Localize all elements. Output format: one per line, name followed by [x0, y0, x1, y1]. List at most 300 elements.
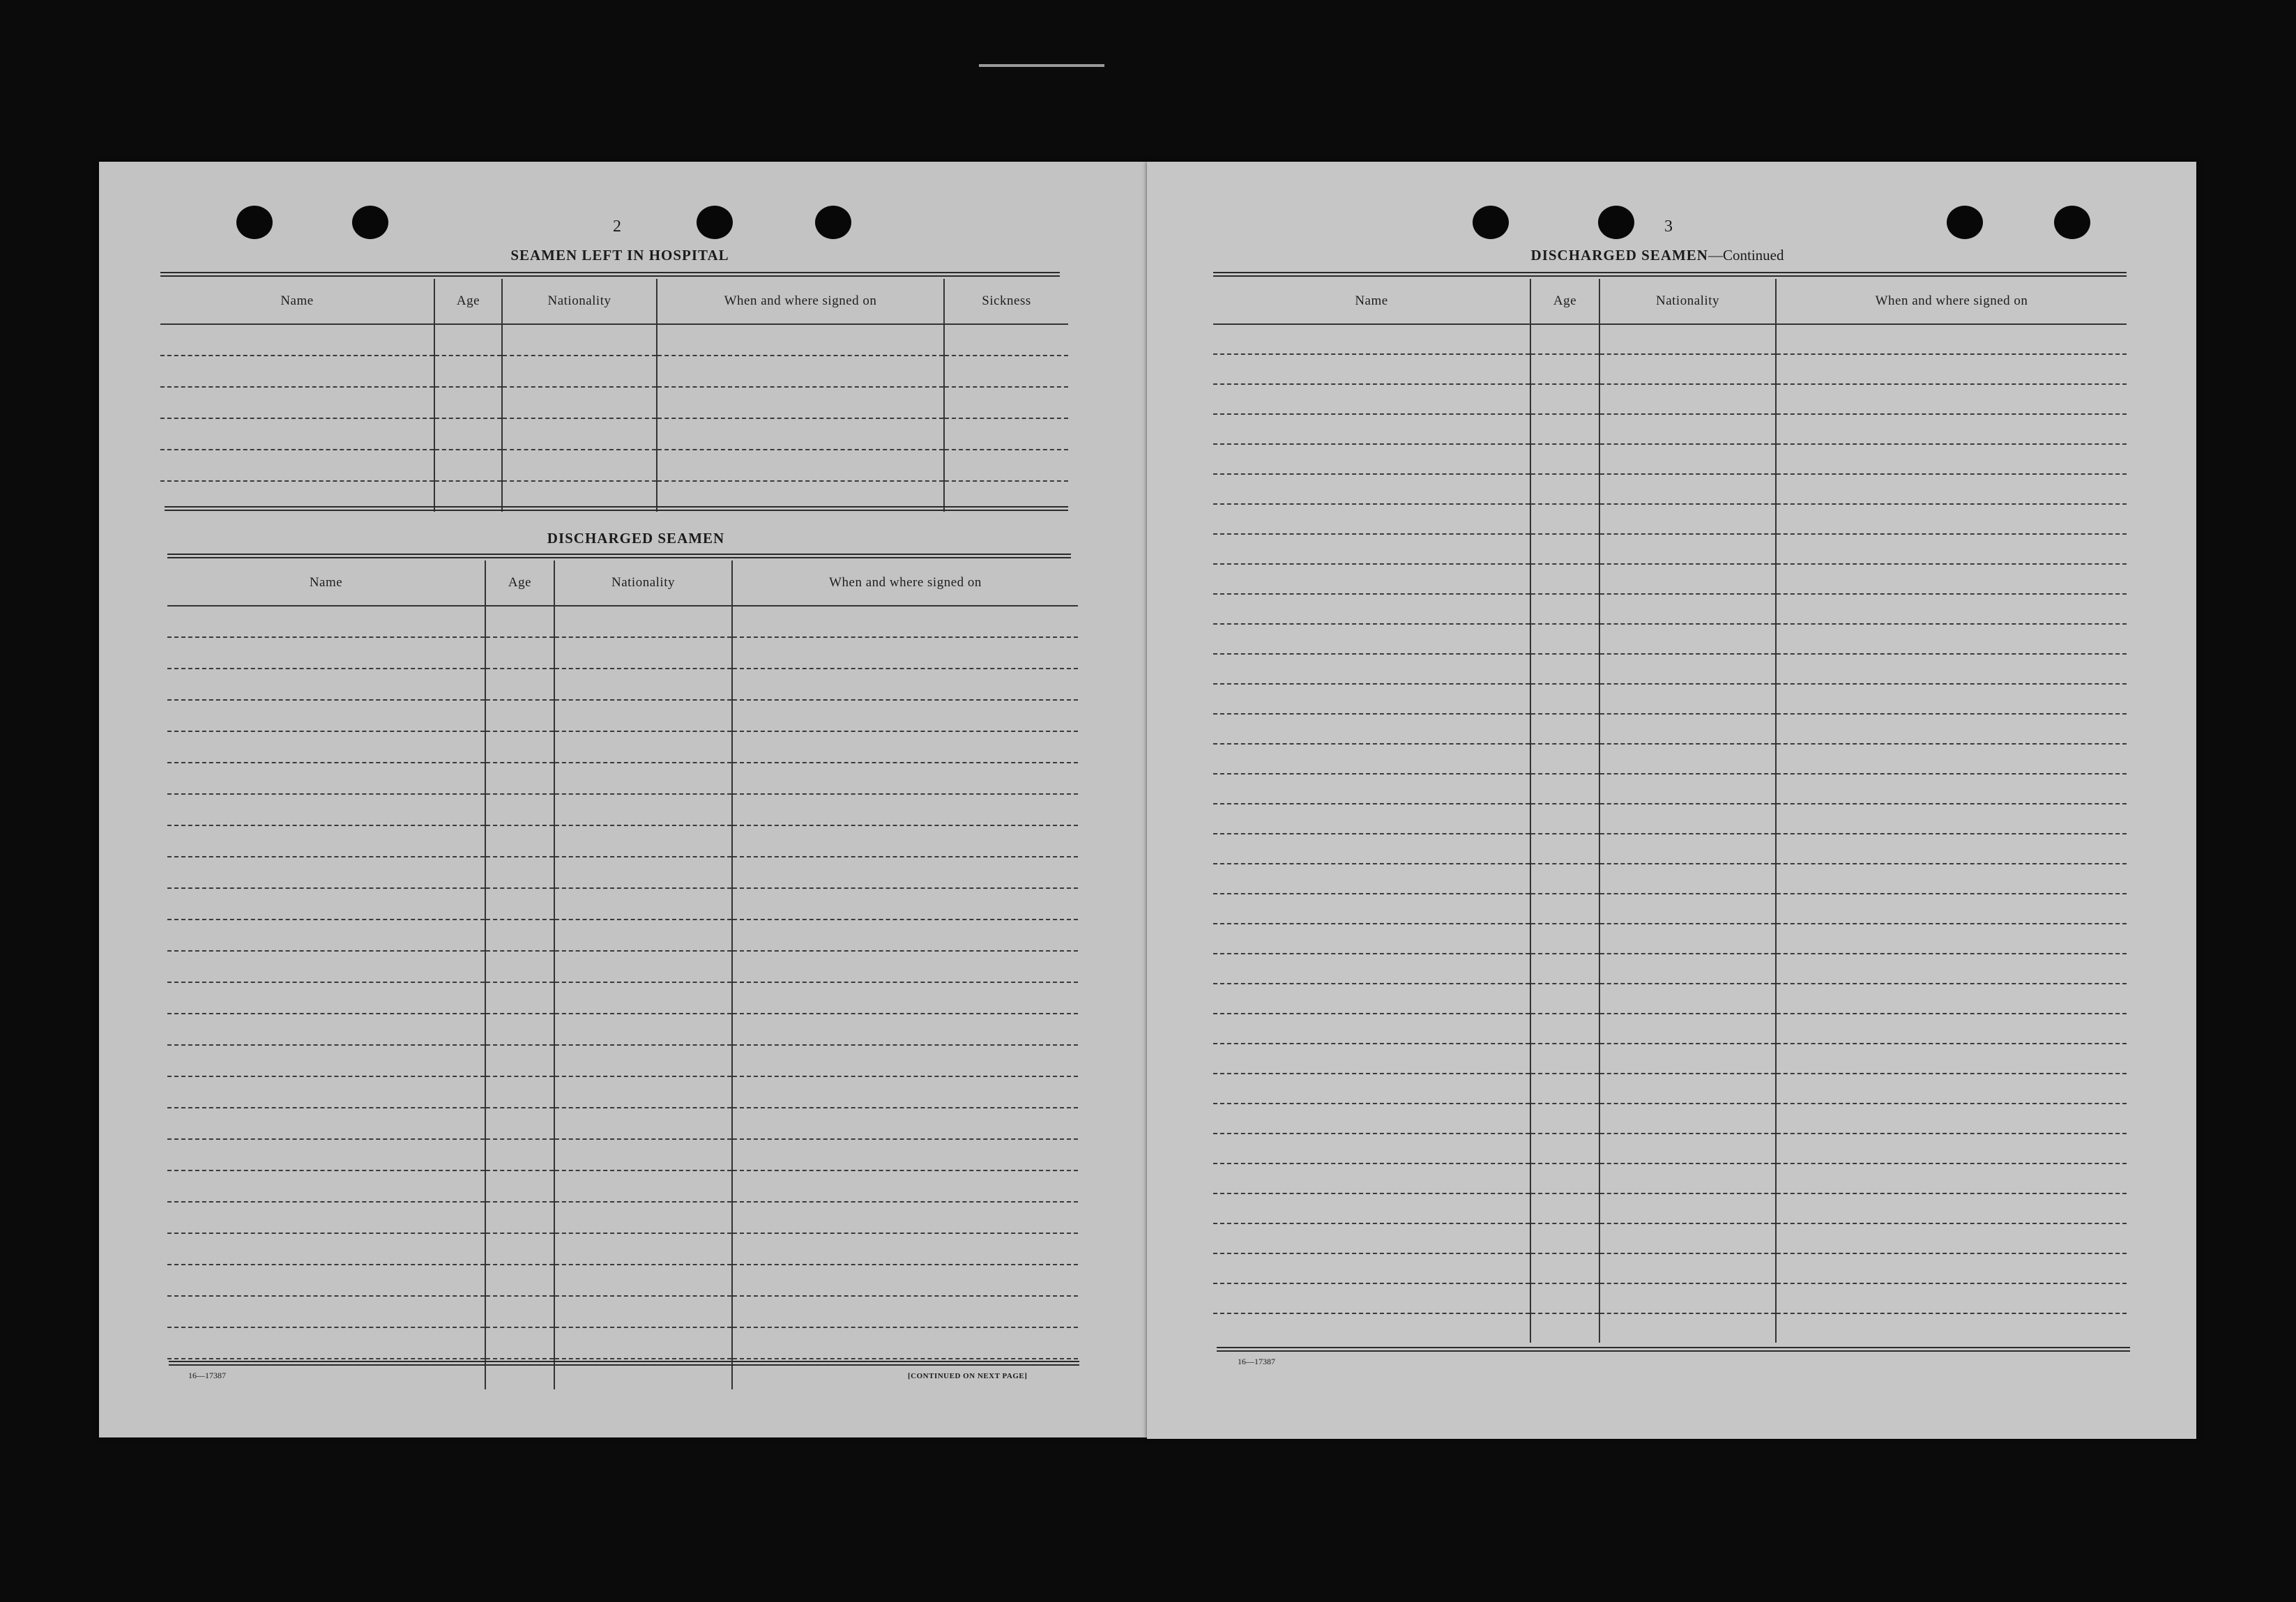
blank-cell	[1213, 774, 1530, 804]
blank-cell	[167, 1076, 485, 1108]
discharged-table	[167, 560, 1078, 1389]
blank-cell	[1530, 1223, 1599, 1253]
blank-cell	[485, 731, 554, 763]
blank-cell	[1213, 1014, 1530, 1044]
blank-cell	[1599, 1104, 1776, 1134]
blank-cell	[434, 324, 502, 356]
blank-cell	[1213, 384, 1530, 414]
blank-cell	[485, 669, 554, 700]
blank-cell	[554, 982, 732, 1014]
blank-cell	[554, 951, 732, 982]
table-row	[167, 1265, 1078, 1296]
blank-cell	[554, 1202, 732, 1233]
table-row	[1213, 1283, 2127, 1313]
punch-hole	[1598, 206, 1634, 239]
blank-cell	[1776, 774, 2127, 804]
blank-cell	[1599, 534, 1776, 564]
blank-cell	[1530, 714, 1599, 744]
blank-cell	[554, 794, 732, 825]
blank-cell	[554, 606, 732, 637]
blank-cell	[1530, 744, 1599, 774]
blank-cell	[1530, 894, 1599, 924]
blank-cell	[1599, 444, 1776, 474]
blank-cell	[1599, 624, 1776, 654]
blank-cell	[1213, 924, 1530, 954]
blank-cell	[1776, 654, 2127, 684]
blank-cell	[554, 1170, 732, 1202]
blank-cell	[502, 418, 657, 450]
blank-cell	[1530, 1193, 1599, 1223]
blank-cell	[944, 450, 1068, 481]
table-row	[1213, 744, 2127, 774]
blank-cell	[1776, 564, 2127, 594]
table-row	[1213, 474, 2127, 504]
table-row	[167, 700, 1078, 731]
table-row	[167, 1327, 1078, 1359]
blank-cell	[732, 731, 1078, 763]
blank-cell	[1530, 774, 1599, 804]
blank-cell	[554, 669, 732, 700]
blank-cell	[554, 1139, 732, 1170]
blank-cell	[485, 1202, 554, 1233]
blank-cell	[1530, 1044, 1599, 1074]
table-row	[1213, 1313, 2127, 1343]
column-header-age: Age	[434, 279, 502, 324]
blank-cell	[167, 920, 485, 951]
blank-cell	[1599, 474, 1776, 504]
column-header-nationality: Nationality	[1599, 279, 1776, 324]
blank-cell	[1213, 954, 1530, 984]
table-row	[167, 857, 1078, 888]
blank-cell	[732, 794, 1078, 825]
blank-cell	[167, 1045, 485, 1076]
column-header-age: Age	[485, 560, 554, 606]
blank-cell	[1530, 474, 1599, 504]
blank-cell	[732, 1076, 1078, 1108]
discharged-continued-title	[1531, 247, 1784, 264]
blank-cell	[1776, 894, 2127, 924]
blank-cell	[944, 356, 1068, 387]
blank-cell	[1599, 1313, 1776, 1343]
blank-cell	[1599, 654, 1776, 684]
blank-cell	[1213, 984, 1530, 1014]
header-rule	[1213, 272, 2127, 277]
blank-cell	[167, 1139, 485, 1170]
blank-cell	[944, 387, 1068, 418]
blank-cell	[1599, 864, 1776, 894]
blank-cell	[657, 418, 944, 450]
blank-cell	[732, 951, 1078, 982]
blank-cell	[554, 700, 732, 731]
table-row	[160, 450, 1068, 481]
blank-cell	[1599, 1193, 1776, 1223]
blank-cell	[1776, 384, 2127, 414]
blank-cell	[1213, 1313, 1530, 1343]
blank-cell	[732, 763, 1078, 794]
page-number: 3	[1664, 218, 1673, 236]
left-page	[99, 162, 1148, 1437]
blank-cell	[1599, 594, 1776, 624]
blank-cell	[554, 888, 732, 920]
blank-cell	[554, 1076, 732, 1108]
blank-cell	[1213, 354, 1530, 384]
column-header-when-and-where-signed-on: When and where signed on	[657, 279, 944, 324]
discharged-continued-table	[1213, 279, 2127, 1343]
blank-cell	[1776, 1134, 2127, 1164]
blank-cell	[1530, 504, 1599, 534]
blank-cell	[485, 1014, 554, 1045]
table-row	[1213, 924, 2127, 954]
table-row	[1213, 804, 2127, 834]
table-row	[1213, 564, 2127, 594]
blank-cell	[1213, 834, 1530, 864]
blank-cell	[1599, 1134, 1776, 1164]
blank-cell	[485, 1296, 554, 1327]
blank-cell	[554, 1014, 732, 1045]
table-row	[1213, 504, 2127, 534]
blank-cell	[944, 418, 1068, 450]
hospital-bottom-rule	[165, 506, 1068, 511]
blank-cell	[1776, 714, 2127, 744]
blank-cell	[160, 324, 434, 356]
discharged-continued-bottom-rule	[1217, 1347, 2130, 1352]
blank-cell	[657, 356, 944, 387]
blank-cell	[434, 356, 502, 387]
punch-hole	[1473, 206, 1509, 239]
blank-cell	[1776, 1074, 2127, 1104]
table-row	[1213, 594, 2127, 624]
column-header-name: Name	[1213, 279, 1530, 324]
blank-cell	[1213, 624, 1530, 654]
blank-cell	[1599, 804, 1776, 834]
blank-cell	[434, 418, 502, 450]
blank-cell	[554, 1108, 732, 1139]
punch-hole	[2054, 206, 2090, 239]
blank-cell	[1776, 1283, 2127, 1313]
blank-cell	[485, 920, 554, 951]
blank-cell	[167, 669, 485, 700]
blank-cell	[485, 1265, 554, 1296]
table-row	[1213, 684, 2127, 714]
blank-cell	[167, 731, 485, 763]
continued-suffix: —Continued	[1708, 247, 1784, 264]
blank-cell	[167, 637, 485, 669]
table-row	[1213, 1014, 2127, 1044]
table-row	[167, 794, 1078, 825]
blank-cell	[1530, 1313, 1599, 1343]
blank-cell	[1776, 864, 2127, 894]
blank-cell	[1776, 1193, 2127, 1223]
blank-cell	[1776, 1313, 2127, 1343]
blank-cell	[1530, 984, 1599, 1014]
blank-cell	[1530, 414, 1599, 444]
blank-cell	[485, 1233, 554, 1265]
table-row	[160, 418, 1068, 450]
blank-cell	[485, 1076, 554, 1108]
discharged-header-rule	[167, 554, 1071, 558]
blank-cell	[657, 450, 944, 481]
blank-cell	[554, 763, 732, 794]
table-row	[167, 825, 1078, 857]
blank-cell	[485, 951, 554, 982]
blank-cell	[1776, 444, 2127, 474]
table-row	[1213, 624, 2127, 654]
blank-cell	[485, 1045, 554, 1076]
table-row	[167, 606, 1078, 637]
table-row	[167, 1296, 1078, 1327]
table-row	[167, 1170, 1078, 1202]
blank-cell	[554, 1045, 732, 1076]
blank-cell	[1530, 1014, 1599, 1044]
blank-cell	[485, 857, 554, 888]
blank-cell	[1530, 534, 1599, 564]
table-row	[1213, 1164, 2127, 1193]
blank-cell	[167, 1327, 485, 1359]
blank-cell	[732, 920, 1078, 951]
blank-cell	[1776, 1223, 2127, 1253]
blank-cell	[732, 825, 1078, 857]
punch-hole	[236, 206, 273, 239]
blank-cell	[167, 888, 485, 920]
blank-cell	[1213, 684, 1530, 714]
blank-cell	[434, 387, 502, 418]
blank-cell	[1213, 444, 1530, 474]
blank-cell	[1530, 864, 1599, 894]
column-header-age: Age	[1530, 279, 1599, 324]
right-page	[1147, 162, 2196, 1439]
blank-cell	[1530, 1074, 1599, 1104]
blank-cell	[732, 1202, 1078, 1233]
blank-cell	[160, 450, 434, 481]
blank-cell	[1776, 954, 2127, 984]
blank-cell	[732, 857, 1078, 888]
table-row	[1213, 954, 2127, 984]
blank-cell	[502, 324, 657, 356]
page-number: 2	[613, 218, 621, 236]
blank-cell	[485, 763, 554, 794]
blank-cell	[944, 324, 1068, 356]
blank-cell	[732, 1265, 1078, 1296]
blank-cell	[1213, 1044, 1530, 1074]
blank-cell	[1213, 804, 1530, 834]
punch-hole	[697, 206, 733, 239]
blank-cell	[1530, 564, 1599, 594]
blank-cell	[732, 1045, 1078, 1076]
blank-cell	[485, 1139, 554, 1170]
table-row	[1213, 654, 2127, 684]
blank-cell	[1530, 924, 1599, 954]
blank-cell	[167, 1108, 485, 1139]
table-row	[160, 387, 1068, 418]
column-header-nationality: Nationality	[554, 560, 732, 606]
blank-cell	[657, 324, 944, 356]
table-row	[1213, 1074, 2127, 1104]
header-rule	[160, 272, 1060, 277]
blank-cell	[1776, 1104, 2127, 1134]
blank-cell	[167, 700, 485, 731]
blank-cell	[1599, 354, 1776, 384]
blank-cell	[167, 1202, 485, 1233]
blank-cell	[1530, 444, 1599, 474]
table-row	[1213, 444, 2127, 474]
blank-cell	[1776, 1164, 2127, 1193]
blank-cell	[167, 951, 485, 982]
blank-cell	[1599, 414, 1776, 444]
blank-cell	[1599, 384, 1776, 414]
blank-cell	[1530, 1134, 1599, 1164]
blank-cell	[554, 1265, 732, 1296]
table-row	[160, 356, 1068, 387]
blank-cell	[1776, 414, 2127, 444]
blank-cell	[167, 794, 485, 825]
blank-cell	[1776, 984, 2127, 1014]
blank-cell	[732, 700, 1078, 731]
blank-cell	[1530, 384, 1599, 414]
blank-cell	[732, 982, 1078, 1014]
blank-cell	[485, 1108, 554, 1139]
blank-cell	[1599, 954, 1776, 984]
punch-hole	[815, 206, 851, 239]
blank-cell	[1776, 684, 2127, 714]
hospital-section-title: SEAMEN LEFT IN HOSPITAL	[510, 247, 729, 264]
blank-cell	[1530, 1253, 1599, 1283]
blank-cell	[485, 888, 554, 920]
blank-cell	[485, 825, 554, 857]
blank-cell	[1530, 594, 1599, 624]
blank-cell	[1776, 804, 2127, 834]
blank-cell	[732, 606, 1078, 637]
blank-cell	[1213, 564, 1530, 594]
discharged-title-text: DISCHARGED SEAMEN	[1530, 247, 1708, 264]
table-row	[1213, 324, 2127, 354]
blank-cell	[167, 1233, 485, 1265]
blank-cell	[1599, 504, 1776, 534]
table-row	[167, 982, 1078, 1014]
form-number: 16—17387	[188, 1371, 226, 1380]
table-row	[160, 324, 1068, 356]
blank-cell	[732, 1233, 1078, 1265]
blank-cell	[1530, 654, 1599, 684]
column-header-name: Name	[167, 560, 485, 606]
blank-cell	[1213, 1104, 1530, 1134]
blank-cell	[1599, 1074, 1776, 1104]
blank-cell	[1599, 774, 1776, 804]
table-row	[1213, 1193, 2127, 1223]
blank-cell	[1776, 624, 2127, 654]
blank-cell	[502, 387, 657, 418]
discharged-body	[167, 606, 1078, 1389]
blank-cell	[1530, 684, 1599, 714]
blank-cell	[1776, 834, 2127, 864]
table-row	[167, 920, 1078, 951]
table-row	[1213, 384, 2127, 414]
blank-cell	[1213, 534, 1530, 564]
column-header-nationality: Nationality	[502, 279, 657, 324]
blank-cell	[1213, 654, 1530, 684]
blank-cell	[732, 1327, 1078, 1359]
blank-cell	[554, 920, 732, 951]
blank-cell	[1599, 744, 1776, 774]
blank-cell	[732, 1170, 1078, 1202]
hospital-header-row	[160, 279, 1068, 324]
blank-cell	[554, 637, 732, 669]
column-header-sickness: Sickness	[944, 279, 1068, 324]
table-row	[167, 1045, 1078, 1076]
blank-cell	[1599, 924, 1776, 954]
blank-cell	[1530, 834, 1599, 864]
blank-cell	[1213, 414, 1530, 444]
table-row	[167, 888, 1078, 920]
blank-cell	[1599, 684, 1776, 714]
blank-cell	[167, 982, 485, 1014]
blank-cell	[732, 637, 1078, 669]
blank-cell	[732, 1014, 1078, 1045]
scan-mark	[979, 64, 1104, 67]
table-row	[1213, 774, 2127, 804]
table-row	[167, 763, 1078, 794]
blank-cell	[554, 1296, 732, 1327]
blank-cell	[502, 356, 657, 387]
table-row	[167, 731, 1078, 763]
blank-cell	[732, 1108, 1078, 1139]
blank-cell	[167, 1265, 485, 1296]
blank-cell	[485, 982, 554, 1014]
blank-cell	[1776, 744, 2127, 774]
blank-cell	[1530, 1164, 1599, 1193]
blank-cell	[1530, 354, 1599, 384]
blank-cell	[554, 1327, 732, 1359]
blank-cell	[1599, 984, 1776, 1014]
blank-cell	[485, 794, 554, 825]
blank-cell	[1599, 1044, 1776, 1074]
discharged-continued-header-row	[1213, 279, 2127, 324]
blank-cell	[1599, 1223, 1776, 1253]
blank-cell	[167, 1170, 485, 1202]
table-row	[1213, 1253, 2127, 1283]
blank-cell	[1776, 354, 2127, 384]
table-row	[167, 951, 1078, 982]
blank-cell	[1213, 474, 1530, 504]
blank-cell	[1530, 804, 1599, 834]
blank-cell	[732, 1139, 1078, 1170]
table-row	[1213, 1223, 2127, 1253]
table-row	[167, 1108, 1078, 1139]
blank-cell	[160, 418, 434, 450]
table-row	[167, 669, 1078, 700]
table-row	[167, 1076, 1078, 1108]
blank-cell	[1776, 1044, 2127, 1074]
table-row	[1213, 1134, 2127, 1164]
blank-cell	[167, 825, 485, 857]
blank-cell	[485, 606, 554, 637]
table-row	[167, 1202, 1078, 1233]
table-row	[167, 1014, 1078, 1045]
blank-cell	[1776, 474, 2127, 504]
blank-cell	[554, 731, 732, 763]
blank-cell	[485, 1327, 554, 1359]
blank-cell	[160, 356, 434, 387]
blank-cell	[554, 857, 732, 888]
table-row	[1213, 894, 2127, 924]
blank-cell	[1213, 714, 1530, 744]
blank-cell	[1599, 324, 1776, 354]
blank-cell	[554, 1233, 732, 1265]
blank-cell	[1213, 1134, 1530, 1164]
punch-hole	[352, 206, 388, 239]
hospital-table	[160, 279, 1068, 512]
blank-cell	[1599, 1164, 1776, 1193]
blank-cell	[1776, 504, 2127, 534]
